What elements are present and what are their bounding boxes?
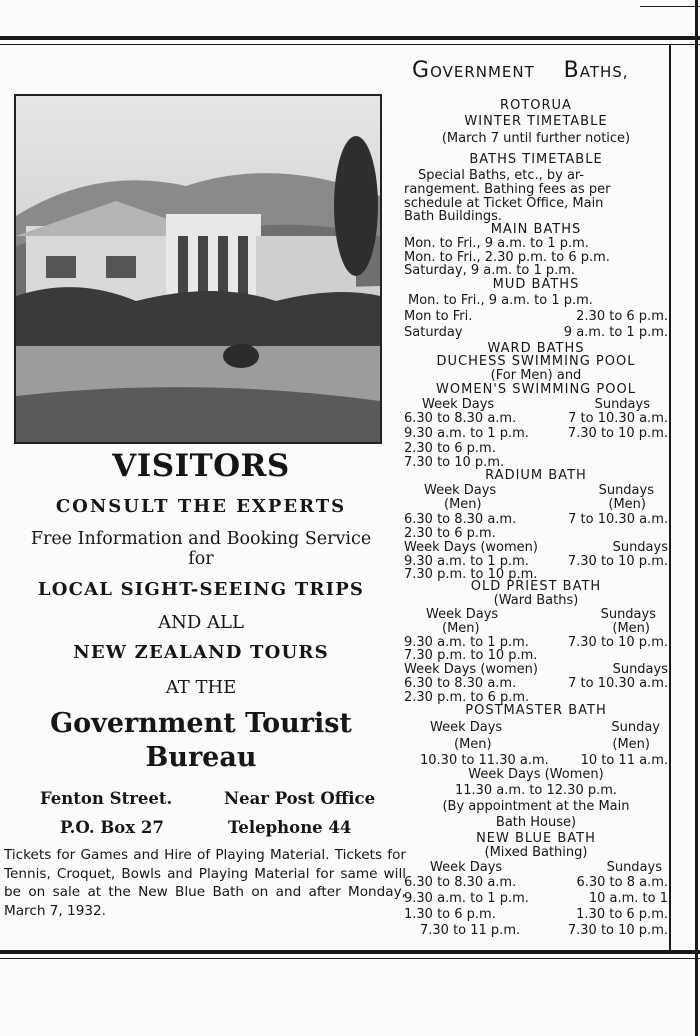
bottom-rule-thick: [0, 950, 700, 954]
bureau-name-line1: Government Tourist: [50, 708, 352, 739]
ward-baths-heading: WARD BATHS: [487, 341, 585, 356]
special-line1: Special Baths, etc., by ar-: [418, 168, 585, 183]
mud-row2-days: Mon to Fri.: [404, 309, 473, 324]
pm-men-left: (Men): [454, 737, 492, 752]
pool-sundays-label: Sundays: [594, 397, 650, 412]
nb-weekdays-label: Week Days: [430, 860, 503, 875]
nb-row3-weekday: 1.30 to 6 p.m.: [404, 907, 496, 922]
op-row3-weekday: 6.30 to 8.30 a.m.: [404, 676, 517, 691]
ad-headline: VISITORS: [112, 448, 290, 484]
mud-row2-times: 2.30 to 6 p.m.: [576, 309, 668, 324]
for-men: (For Men) and: [490, 368, 582, 383]
baths-timetable: BATHS TIMETABLE: [469, 152, 603, 167]
right-edge-rule: [695, 0, 698, 1036]
bureau-building-illustration: [16, 96, 380, 442]
special-line2: rangement. Bathing fees as per: [404, 182, 611, 197]
mud-row3-times: 9 a.m. to 1 p.m.: [563, 325, 668, 340]
pool-columns: [404, 397, 668, 412]
pool-row3: 2.30 to 6 p.m.: [404, 441, 496, 456]
op-row3: [404, 676, 668, 691]
pool-row2-sunday: 7.30 to 10 p.m.: [567, 426, 668, 441]
pool-row4: 7.30 to 10 p.m.: [404, 455, 505, 470]
pm-men-right: (Men): [612, 737, 650, 752]
radium-women-row: [404, 540, 668, 555]
op-columns: [404, 607, 668, 622]
main-baths-heading: MAIN BATHS: [490, 222, 582, 237]
bottom-rule-thin: [0, 958, 700, 959]
special-line4: Bath Buildings.: [404, 209, 502, 224]
radium-row3-weekday: 9.30 a.m. to 1 p.m.: [404, 554, 529, 569]
special-line3: schedule at Ticket Office, Main: [404, 196, 604, 211]
nb-row1-weekday: 6.30 to 8.30 a.m.: [404, 875, 517, 890]
nb-row3-sunday: 1.30 to 6 p.m.: [576, 907, 668, 922]
pm-women-label: Week Days (Women): [468, 767, 604, 782]
pm-row4: Bath House): [495, 815, 577, 830]
nb-row2: [404, 891, 668, 906]
radium-columns: [404, 483, 668, 498]
mud-row3-days: Saturday: [404, 325, 463, 340]
street-address: Fenton Street.: [40, 789, 173, 808]
and-all: AND ALL: [158, 612, 244, 633]
main-baths-row3: Saturday, 9 a.m. to 1 p.m.: [404, 263, 576, 278]
radium-row1: [404, 512, 668, 527]
op-women-label: Week Days (women): [404, 662, 538, 677]
nb-row1-sunday: 6.30 to 8 a.m.: [576, 875, 668, 890]
nb-row3: [404, 907, 668, 922]
tickets-notice: Tickets for Games and Hire of Playing Material. Tickets for Tennis, Croquet, Bowls and Playing Material for same will be on sale at the New Blue Bath on and after Monday, March 7, 1932.: [4, 847, 406, 919]
pool-row1: [404, 411, 668, 426]
pool-row2-weekday: 9.30 a.m. to 1 p.m.: [404, 426, 529, 441]
old-priest-heading: OLD PRIEST BATH: [470, 579, 602, 594]
column-title: [412, 58, 676, 83]
radium-row1-weekday: 6.30 to 8.30 a.m.: [404, 512, 517, 527]
pool-row1-sunday: 7 to 10.30 a.m.: [568, 411, 668, 426]
radium-women-label: Week Days (women): [404, 540, 538, 555]
pm-row1: [404, 753, 668, 768]
nb-row4-sunday: 7.30 to 10 p.m.: [567, 923, 668, 938]
op-row3-sunday: 7 to 10.30 a.m.: [568, 676, 668, 691]
mud-baths-row2: [404, 309, 668, 324]
pool-row1-weekday: 6.30 to 8.30 a.m.: [404, 411, 517, 426]
march-notice: (March 7 until further notice): [441, 131, 631, 146]
op-row1-weekday: 9.30 a.m. to 1 p.m.: [404, 635, 529, 650]
op-sundays-label: Sundays: [600, 607, 656, 622]
radium-row4: 7.30 p.m. to 10 p.m.: [404, 567, 538, 582]
po-box: P.O. Box 27: [60, 818, 164, 837]
local-trips: LOCAL SIGHT-SEEING TRIPS: [37, 579, 365, 600]
top-rule-thin: [0, 44, 700, 45]
radium-row1-sunday: 7 to 10.30 a.m.: [568, 512, 668, 527]
radium-women-sundays: Sundays: [612, 540, 668, 555]
ward-baths-paren: (Ward Baths): [493, 593, 579, 608]
mud-baths-heading: MUD BATHS: [492, 277, 580, 292]
free-info-line: Free Information and Booking Service: [30, 529, 372, 549]
op-women-sundays: Sundays: [612, 662, 668, 677]
near-post-office: Near Post Office: [224, 789, 376, 808]
bureau-building-photo: [14, 94, 382, 444]
pool-row2: [404, 426, 668, 441]
op-weekdays-label: Week Days: [426, 607, 499, 622]
nb-row4: [404, 923, 668, 938]
pm-men-row: [404, 737, 668, 752]
op-row1-sunday: 7.30 to 10 p.m.: [567, 635, 668, 650]
nb-row2-weekday: 9.30 a.m. to 1 p.m.: [404, 891, 529, 906]
radium-row3-sunday: 7.30 to 10 p.m.: [567, 554, 668, 569]
mud-baths-row3: [404, 325, 668, 340]
nb-columns: [404, 860, 668, 875]
free-info-for: for: [188, 549, 214, 569]
title-g: G: [412, 58, 431, 83]
nb-row4-weekday: 7.30 to 11 p.m.: [420, 923, 521, 938]
postmaster-heading: POSTMASTER BATH: [465, 703, 607, 718]
op-men-right: (Men): [612, 621, 650, 636]
op-men-row: [404, 621, 668, 636]
rotorua: ROTORUA: [500, 98, 572, 113]
radium-men-left: (Men): [444, 497, 482, 512]
title-b: B: [563, 58, 580, 83]
at-the: AT THE: [165, 677, 237, 698]
duchess-pool-heading: DUCHESS SWIMMING POOL: [436, 354, 636, 369]
nz-tours: NEW ZEALAND TOURS: [73, 642, 329, 663]
op-row2: 7.30 p.m. to 10 p.m.: [404, 648, 538, 663]
pool-weekdays-label: Week Days: [422, 397, 495, 412]
pm-row1-sunday: 10 to 11 a.m.: [580, 753, 668, 768]
main-baths-row2: Mon. to Fri., 2.30 p.m. to 6 p.m.: [404, 250, 610, 265]
pm-columns: [404, 720, 668, 735]
pm-row3: (By appointment at the Main: [442, 799, 630, 814]
op-row4: 2.30 p.m. to 6 p.m.: [404, 690, 530, 705]
mixed-bathing: (Mixed Bathing): [484, 845, 588, 860]
op-women-row: [404, 662, 668, 677]
main-baths-row1: Mon. to Fri., 9 a.m. to 1 p.m.: [404, 236, 589, 251]
radium-men-row: [404, 497, 668, 512]
bureau-name-line2: Bureau: [145, 742, 257, 773]
consult-experts: CONSULT THE EXPERTS: [55, 496, 347, 517]
telephone: Telephone 44: [228, 818, 352, 837]
pm-sunday-label: Sunday: [611, 720, 660, 735]
radium-row2: 2.30 to 6 p.m.: [404, 526, 496, 541]
mud-baths-row1: Mon. to Fri., 9 a.m. to 1 p.m.: [408, 293, 593, 308]
pm-row2: 11.30 a.m. to 12.30 p.m.: [454, 783, 618, 798]
radium-heading: RADIUM BATH: [485, 468, 587, 483]
op-men-left: (Men): [442, 621, 480, 636]
nb-row1: [404, 875, 668, 890]
new-blue-heading: NEW BLUE BATH: [476, 831, 596, 846]
winter-timetable: WINTER TIMETABLE: [464, 114, 608, 129]
top-rule-thick: [0, 36, 700, 40]
pm-weekdays-label: Week Days: [430, 720, 503, 735]
womens-pool-heading: WOMEN'S SWIMMING POOL: [436, 382, 636, 397]
radium-men-right: (Men): [608, 497, 646, 512]
radium-weekdays-label: Week Days: [424, 483, 497, 498]
top-edge-rule: [640, 6, 700, 7]
pm-row1-weekday: 10.30 to 11.30 a.m.: [420, 753, 549, 768]
title-overnment: OVERNMENT: [430, 63, 535, 81]
nb-sundays-label: Sundays: [606, 860, 662, 875]
radium-sundays-label: Sundays: [598, 483, 654, 498]
nb-row2-sunday: 10 a.m. to 1: [588, 891, 668, 906]
title-aths: ATHS,: [579, 63, 629, 81]
